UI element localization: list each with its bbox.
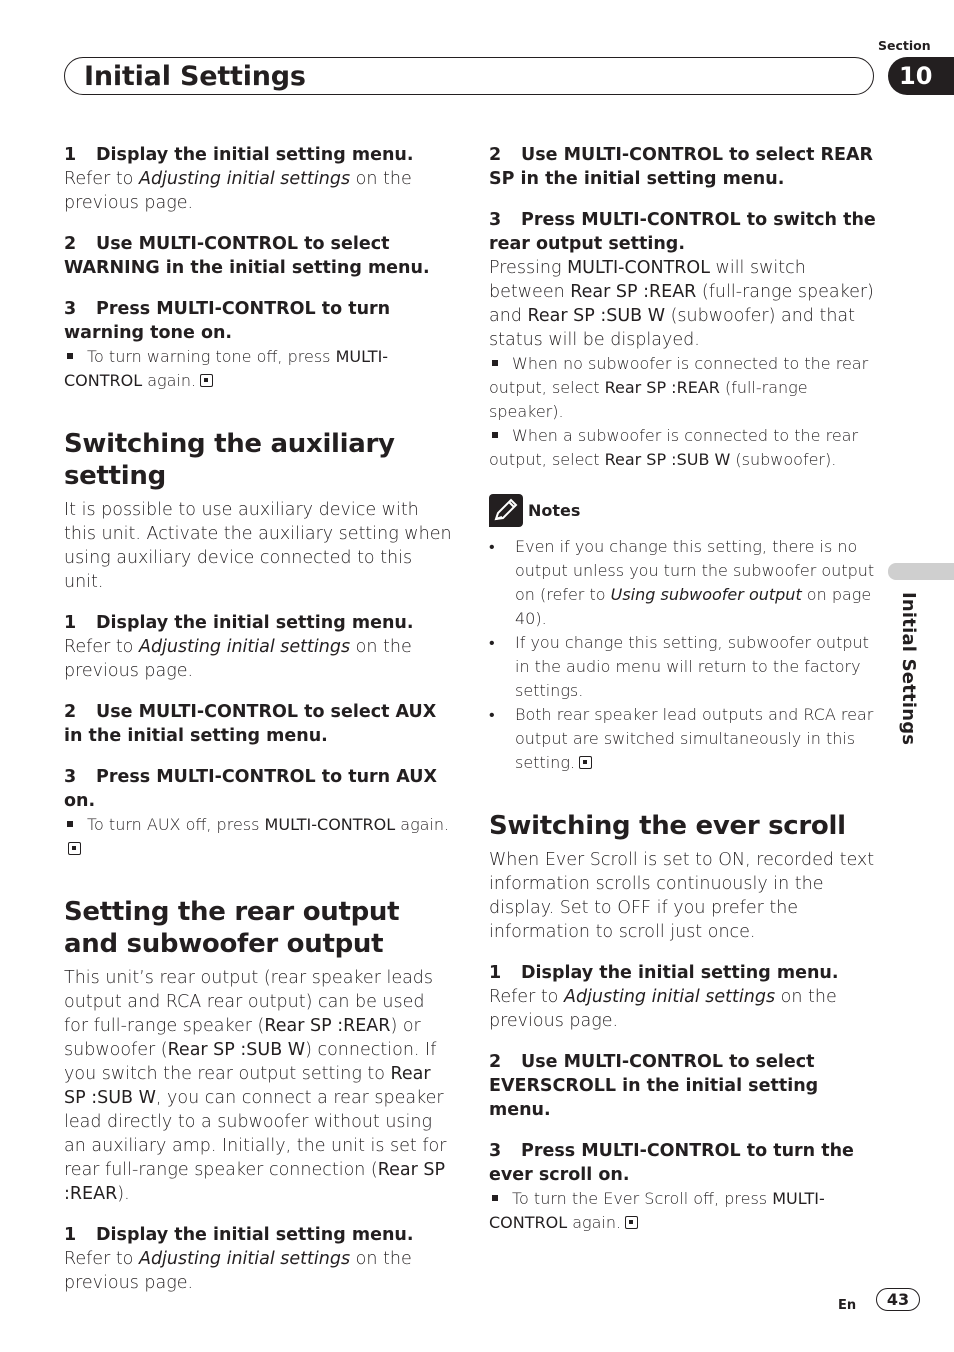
step-heading: 3 Press MULTI-CONTROL to turn AUX on.: [64, 767, 437, 811]
section-number-badge: 10: [888, 57, 954, 95]
step-heading: 1 Display the initial setting menu.: [64, 145, 414, 165]
section-heading: Switching the auxiliary setting: [64, 429, 395, 491]
section-label: Section: [878, 38, 931, 53]
notes-title: Notes: [528, 500, 581, 520]
square-bullet-icon: [67, 821, 73, 827]
cross-reference: Adjusting initial settings: [563, 987, 776, 1007]
note-item: • Even if you change this setting, there is no output unless you turn the subwoofer output on (refer to Using subwoofer output on page 40).: [489, 535, 879, 631]
section-heading: Switching the ever scroll: [489, 811, 846, 841]
section-intro: When Ever Scroll is set to ON, recorded text information scrolls continuously in the display. Set to OFF if you prefer the information to scroll just once.: [489, 850, 875, 942]
cross-reference: Adjusting initial settings: [138, 637, 351, 657]
notes-header: [489, 494, 879, 527]
bullet-note: To turn warning tone off, press MULTI-CONTROL again.: [64, 347, 389, 390]
step-heading: 1 Display the initial setting menu.: [489, 963, 839, 983]
step-heading: 2 Use MULTI-CONTROL to select REAR SP in the initial setting menu.: [489, 145, 873, 189]
end-mark-icon: [579, 756, 592, 769]
section-intro: This unit’s rear output (rear speaker leads output and RCA rear output) can be used for full-range speaker (Rear SP :REAR) or subwoofer (Rear SP :SUB W) connection. If you switch the rear output setting to Rear SP :SUB W, you can connect a rear speaker lead directly to a subwoofer without using an auxiliary amp. Initially, the unit is set for rear full-range speaker connection (Rear SP :REAR).: [64, 968, 447, 1204]
right-column: [489, 143, 879, 1235]
section-intro: It is possible to use auxiliary device with this unit. Activate the auxiliary setting when using auxiliary device connected to this unit.: [64, 500, 452, 592]
bullet-note: To turn the Ever Scroll off, press MULTI-CONTROL again.: [489, 1189, 825, 1232]
square-bullet-icon: [492, 432, 498, 438]
bullet-note: To turn AUX off, press MULTI-CONTROL again.: [64, 813, 454, 861]
bullet-note: When no subwoofer is connected to the rear output, select Rear SP :REAR (full-range speaker).: [489, 354, 869, 421]
step-heading: 1 Display the initial setting menu.: [64, 1225, 414, 1245]
cross-reference: Adjusting initial settings: [138, 1249, 351, 1269]
bullet-note: When a subwoofer is connected to the rear output, select Rear SP :SUB W (subwoofer).: [489, 426, 859, 469]
language-label: En: [838, 1298, 857, 1313]
step-heading: 2 Use MULTI-CONTROL to select AUX in the initial setting menu.: [64, 702, 437, 746]
step-heading: 3 Press MULTI-CONTROL to turn the ever scroll on.: [489, 1141, 854, 1185]
step-heading: 2 Use MULTI-CONTROL to select EVERSCROLL in the initial setting menu.: [489, 1052, 819, 1120]
side-tab-label: Initial Settings: [898, 592, 919, 746]
end-mark-icon: [625, 1216, 638, 1229]
end-mark-icon: [200, 374, 213, 387]
step-body: Pressing MULTI-CONTROL will switch between Rear SP :REAR (full-range speaker) and Rear SP :SUB W (subwoofer) and that status will be displayed.: [489, 258, 874, 350]
page-title: Initial Settings: [84, 61, 306, 92]
end-mark-icon: [68, 842, 81, 855]
step-heading: 1 Display the initial setting menu.: [64, 613, 414, 633]
step-body: Refer to Adjusting initial settings on the previous page.: [489, 987, 837, 1031]
square-bullet-icon: [492, 360, 498, 366]
square-bullet-icon: [492, 1195, 498, 1201]
square-bullet-icon: [67, 353, 73, 359]
step-heading: 3 Press MULTI-CONTROL to turn warning tone on.: [64, 299, 391, 343]
left-column: [64, 143, 454, 1295]
step-heading: 3 Press MULTI-CONTROL to switch the rear output setting.: [489, 210, 876, 254]
cross-reference: Using subwoofer output: [610, 585, 802, 604]
cross-reference: Adjusting initial settings: [138, 169, 351, 189]
step-body: Refer to Adjusting initial settings on the previous page.: [64, 1249, 412, 1293]
step-body: Refer to Adjusting initial settings on the previous page.: [64, 169, 412, 213]
pencil-notes-icon: [489, 494, 523, 527]
note-item: • If you change this setting, subwoofer output in the audio menu will return to the factory settings.: [489, 631, 879, 703]
step-body: Refer to Adjusting initial settings on the previous page.: [64, 637, 412, 681]
section-heading: Setting the rear output and subwoofer output: [64, 897, 400, 959]
page-number: 43: [876, 1288, 920, 1311]
step-heading: 2 Use MULTI-CONTROL to select WARNING in the initial setting menu.: [64, 234, 430, 278]
note-item: • Both rear speaker lead outputs and RCA rear output are switched simultaneously in this setting.: [489, 703, 879, 775]
side-tab-marker: [888, 563, 954, 580]
